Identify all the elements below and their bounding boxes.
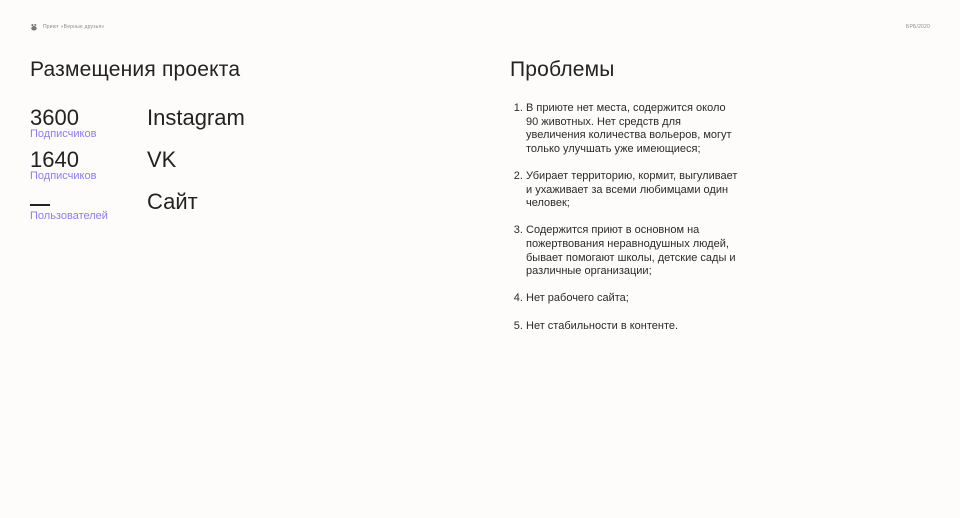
placements-title: Размещения проекта (30, 58, 241, 81)
problem-item: 4. Нет рабочего сайта; (526, 292, 740, 306)
stat-caption: Подписчиков (30, 170, 97, 182)
problem-item: 2. Убирает территорию, кормит, выгуливает и ухаживает за всеми любимцами один человек; (526, 170, 740, 211)
problems-list (510, 102, 740, 333)
placement-row-site (30, 190, 430, 230)
problem-item: 3. Содержится приют в основном на пожертвования неравнодушных людей, бывает помогают школы, детские сады и различные организации; (526, 224, 740, 278)
stat-number: 3600 (30, 105, 79, 130)
problem-item: 1. В приюте нет места, содержится около 90 животных. Нет средств для увеличения количества вольеров, могут только улучшать уже имеющиеся; (526, 102, 740, 156)
placements-section (30, 58, 430, 230)
placements-list (30, 106, 430, 230)
platform-name: Сайт (147, 189, 198, 214)
placement-row-vk (30, 148, 430, 190)
platform-name: Instagram (147, 105, 245, 130)
stat-caption: Пользователей (30, 210, 108, 222)
slide-code: БРБ/2020 (905, 24, 930, 30)
stat-dash (30, 204, 50, 206)
stat-caption: Подписчиков (30, 128, 97, 140)
stat-number: 1640 (30, 147, 79, 172)
problem-item: 5. Нет стабильности в контенте. (526, 320, 740, 334)
top-bar (30, 20, 930, 34)
placement-row-instagram (30, 106, 430, 148)
brand (30, 23, 104, 31)
problems-title: Проблемы (510, 58, 615, 81)
project-title: Приют «Верные друзья» (43, 24, 105, 30)
paw-icon (30, 23, 38, 31)
problems-section (510, 58, 740, 347)
platform-name: VK (147, 147, 177, 172)
